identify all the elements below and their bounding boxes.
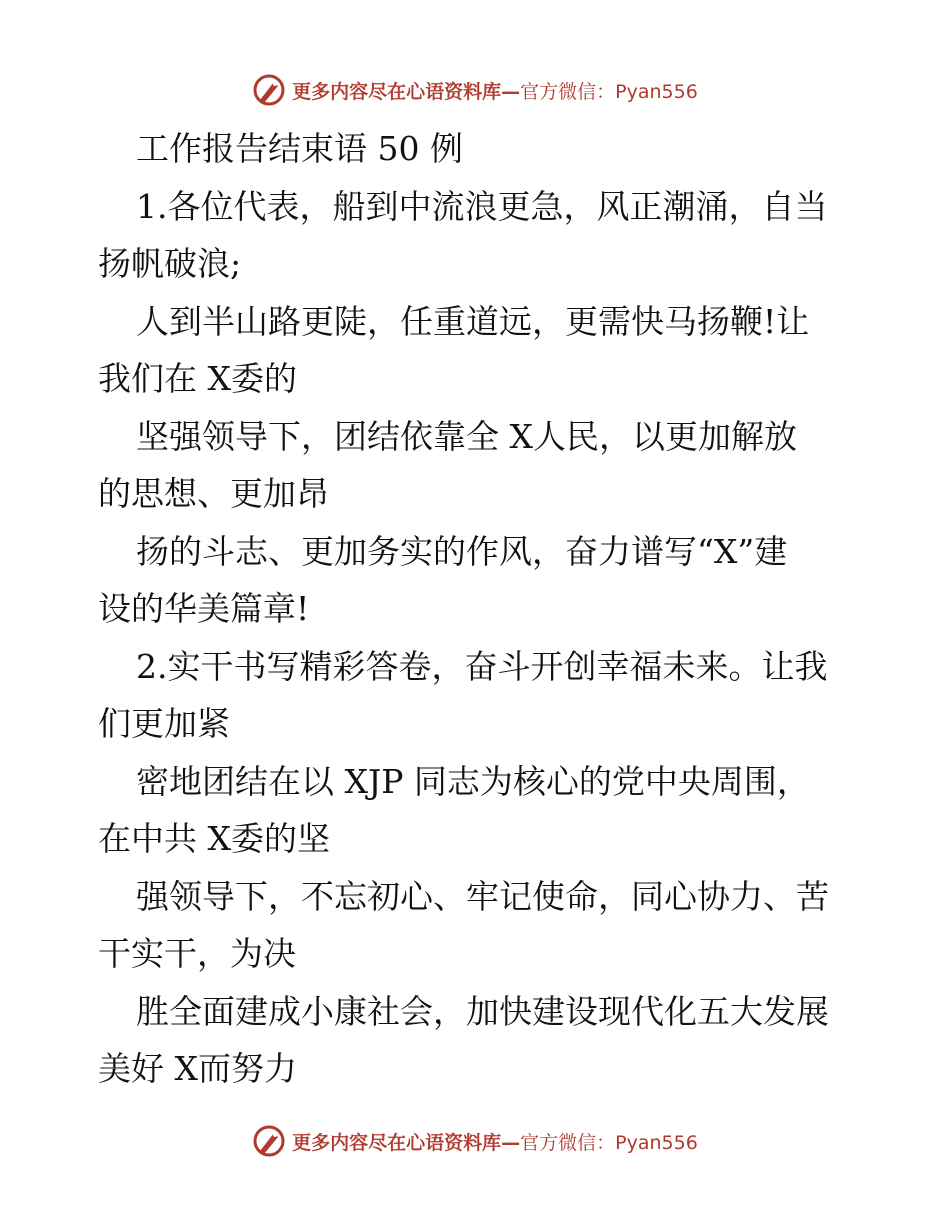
document-line: 在中共 X委的坚 (98, 819, 330, 858)
document-line: 扬的斗志、更加务实的作风，奋力谱写“X”建 (136, 531, 788, 571)
pen-nib-logo-icon (252, 1124, 286, 1158)
document-line: 密地团结在以 XJP 同志为核心的党中央周围， (136, 761, 810, 801)
document-line: 美好 X而努力 (98, 1049, 297, 1088)
document-line: 干实干，为决 (98, 934, 296, 973)
document-line: 设的华美篇章! (98, 589, 310, 628)
pen-nib-logo-icon (252, 73, 286, 107)
document-line: 的思想、更加昂 (98, 474, 329, 513)
document-line: 扬帆破浪; (98, 244, 242, 283)
document-line: 1.各位代表，船到中流浪更急，风正潮涌，自当 (136, 186, 828, 226)
footer-banner-contact: 官方微信：Pyan556 (520, 1131, 698, 1154)
document-body (98, 120, 858, 1098)
header-banner (0, 70, 950, 110)
document-line: 强领导下，不忘初心、牢记使命，同心协力、苦 (136, 876, 829, 916)
document-line: 坚强领导下，团结依靠全 X人民，以更加解放 (136, 416, 797, 456)
document-line: 我们在 X委的 (98, 359, 297, 398)
header-banner-text: 更多内容尽在心语资料库— (292, 80, 521, 103)
document-line: 们更加紧 (98, 704, 230, 743)
document-title: 工作报告结束语 50 例 (136, 129, 463, 168)
document-line: 人到半山路更陡，任重道远，更需快马扬鞭!让 (136, 301, 810, 341)
document-line: 胜全面建成小康社会，加快建设现代化五大发展 (136, 991, 829, 1031)
document-line: 2.实干书写精彩答卷，奋斗开创幸福未来。让我 (136, 646, 828, 686)
header-banner-contact: 官方微信：Pyan556 (520, 80, 698, 103)
footer-banner (0, 1121, 950, 1161)
footer-banner-text: 更多内容尽在心语资料库— (292, 1131, 521, 1154)
